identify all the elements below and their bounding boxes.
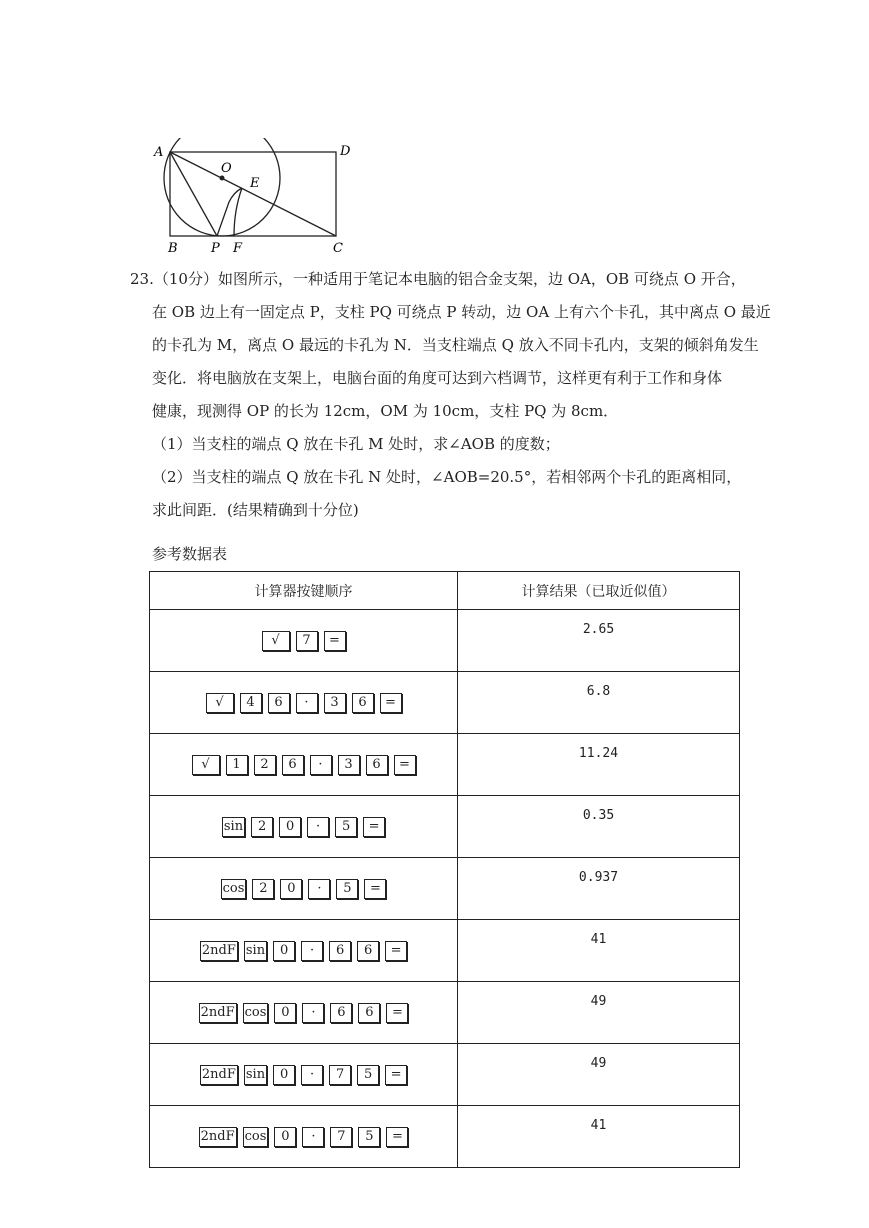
calculator-key: 2 bbox=[254, 755, 276, 775]
calculator-key: · bbox=[310, 755, 332, 775]
problem-line-2: 在 OB 边上有一固定点 P，支柱 PQ 可绕点 P 转动，边 OA 上有六个卡孔，其中离点 O 最近 bbox=[152, 303, 771, 321]
segment-pe bbox=[217, 188, 242, 236]
calculator-key: 2ndF bbox=[199, 1003, 237, 1023]
calculator-key: 3 bbox=[324, 693, 346, 713]
calculator-key: 2ndF bbox=[200, 941, 238, 961]
key-sequence bbox=[150, 858, 458, 920]
header-result: 计算结果（已取近似值） bbox=[458, 572, 740, 610]
table-row bbox=[150, 982, 740, 1044]
label-f: F bbox=[233, 241, 243, 256]
calculator-key: cos bbox=[243, 1003, 269, 1023]
calculator-key: sin bbox=[244, 1065, 267, 1085]
calculator-key: 5 bbox=[336, 879, 358, 899]
calculator-key: 0 bbox=[280, 879, 302, 899]
sqrt-key-icon: √ bbox=[262, 631, 290, 651]
calculator-key: = bbox=[394, 755, 416, 775]
key-sequence bbox=[150, 672, 458, 734]
calculator-key: 6 bbox=[366, 755, 388, 775]
calculator-key: 7 bbox=[330, 1127, 352, 1147]
problem-line-5: 健康，现测得 OP 的长为 12cm，OM 为 10cm，支柱 PQ 为 8cm． bbox=[152, 402, 619, 420]
key-sequence bbox=[150, 1044, 458, 1106]
calculator-key: · bbox=[308, 879, 330, 899]
key-sequence bbox=[150, 734, 458, 796]
arc-ef bbox=[234, 188, 242, 236]
calculator-key: · bbox=[301, 941, 323, 961]
calculator-key: = bbox=[363, 817, 385, 837]
calculator-key: 6 bbox=[282, 755, 304, 775]
table-header-row bbox=[150, 572, 740, 610]
calculator-key: 6 bbox=[358, 1003, 380, 1023]
result-cell: 0.937 bbox=[458, 858, 740, 920]
label-o: O bbox=[221, 161, 232, 176]
calculator-key: · bbox=[301, 1065, 323, 1085]
table-row bbox=[150, 672, 740, 734]
calculator-key: = bbox=[386, 1127, 408, 1147]
calculator-key: 2 bbox=[252, 879, 274, 899]
result-cell: 0.35 bbox=[458, 796, 740, 858]
table-row bbox=[150, 1044, 740, 1106]
table-row bbox=[150, 1106, 740, 1168]
calculator-key: 5 bbox=[358, 1127, 380, 1147]
problem-part-1: （1）当支柱的端点 Q 放在卡孔 M 处时，求∠AOB 的度数； bbox=[152, 435, 560, 453]
table-row bbox=[150, 610, 740, 672]
calculator-key: = bbox=[385, 941, 407, 961]
key-sequence bbox=[150, 610, 458, 672]
key-sequence bbox=[150, 1106, 458, 1168]
center-point-o bbox=[220, 176, 225, 181]
problem-text bbox=[130, 263, 771, 527]
result-cell: 49 bbox=[458, 982, 740, 1044]
calculator-key: 0 bbox=[279, 817, 301, 837]
calculator-key: 7 bbox=[329, 1065, 351, 1085]
result-cell: 41 bbox=[458, 1106, 740, 1168]
result-cell: 49 bbox=[458, 1044, 740, 1106]
result-cell: 2.65 bbox=[458, 610, 740, 672]
calculator-key: 3 bbox=[338, 755, 360, 775]
calculator-key: 0 bbox=[273, 1065, 295, 1085]
label-e: E bbox=[250, 176, 260, 191]
key-sequence bbox=[150, 796, 458, 858]
table-row bbox=[150, 734, 740, 796]
calculator-key: · bbox=[302, 1127, 324, 1147]
header-keys: 计算器按键顺序 bbox=[150, 572, 458, 610]
result-cell: 6.8 bbox=[458, 672, 740, 734]
calculator-key: sin bbox=[244, 941, 267, 961]
calculator-key: 0 bbox=[273, 941, 295, 961]
diagonal-ac bbox=[170, 152, 336, 236]
calculator-key: 6 bbox=[330, 1003, 352, 1023]
calculator-key: 4 bbox=[240, 693, 262, 713]
calculator-key: 6 bbox=[352, 693, 374, 713]
calculator-key: 2 bbox=[251, 817, 273, 837]
calculator-key: sin bbox=[222, 817, 245, 837]
sqrt-key-icon: √ bbox=[206, 693, 234, 713]
calculator-key: 5 bbox=[357, 1065, 379, 1085]
label-a: A bbox=[154, 145, 164, 160]
result-cell: 11.24 bbox=[458, 734, 740, 796]
calculator-key: · bbox=[302, 1003, 324, 1023]
geometry-figure bbox=[150, 138, 370, 258]
calculator-key: = bbox=[364, 879, 386, 899]
calculator-key: 7 bbox=[296, 631, 318, 651]
label-c: C bbox=[333, 241, 343, 256]
table-row bbox=[150, 858, 740, 920]
label-p: P bbox=[211, 241, 220, 256]
calculator-key: = bbox=[324, 631, 346, 651]
table-row bbox=[150, 796, 740, 858]
calculator-key: 5 bbox=[335, 817, 357, 837]
calculator-key: 2ndF bbox=[200, 1065, 238, 1085]
problem-line-3: 的卡孔为 M，离点 O 最远的卡孔为 N．当支柱端点 Q 放入不同卡孔内，支架的倾斜角发生 bbox=[152, 336, 759, 354]
calculator-key: 6 bbox=[268, 693, 290, 713]
problem-part-2-cont: 求此间距．(结果精确到十分位) bbox=[152, 501, 359, 519]
calculator-key: 0 bbox=[274, 1127, 296, 1147]
calculator-key: = bbox=[386, 1003, 408, 1023]
problem-line-1: 23.（10分）如图所示，一种适用于笔记本电脑的铝合金支架，边 OA，OB 可绕点 O 开合， bbox=[130, 270, 746, 288]
calculator-key: · bbox=[307, 817, 329, 837]
key-sequence bbox=[150, 920, 458, 982]
calculator-key: 1 bbox=[226, 755, 248, 775]
calculator-key: = bbox=[385, 1065, 407, 1085]
reference-table bbox=[149, 571, 740, 1168]
calculator-key: 0 bbox=[274, 1003, 296, 1023]
label-b: B bbox=[168, 241, 178, 256]
calculator-key: cos bbox=[221, 879, 247, 899]
reference-table-title: 参考数据表 bbox=[152, 545, 228, 563]
calculator-key: 6 bbox=[329, 941, 351, 961]
calculator-key: = bbox=[380, 693, 402, 713]
problem-part-2: （2）当支柱的端点 Q 放在卡孔 N 处时，∠AOB=20.5°，若相邻两个卡孔的距离相同， bbox=[152, 468, 742, 486]
key-sequence bbox=[150, 982, 458, 1044]
label-d: D bbox=[340, 144, 351, 159]
calculator-key: 6 bbox=[357, 941, 379, 961]
table-row bbox=[150, 920, 740, 982]
calculator-key: · bbox=[296, 693, 318, 713]
calculator-key: 2ndF bbox=[199, 1127, 237, 1147]
result-cell: 41 bbox=[458, 920, 740, 982]
calculator-key: cos bbox=[243, 1127, 269, 1147]
problem-line-4: 变化．将电脑放在支架上，电脑台面的角度可达到六档调节，这样更有利于工作和身体 bbox=[152, 369, 723, 387]
sqrt-key-icon: √ bbox=[192, 755, 220, 775]
